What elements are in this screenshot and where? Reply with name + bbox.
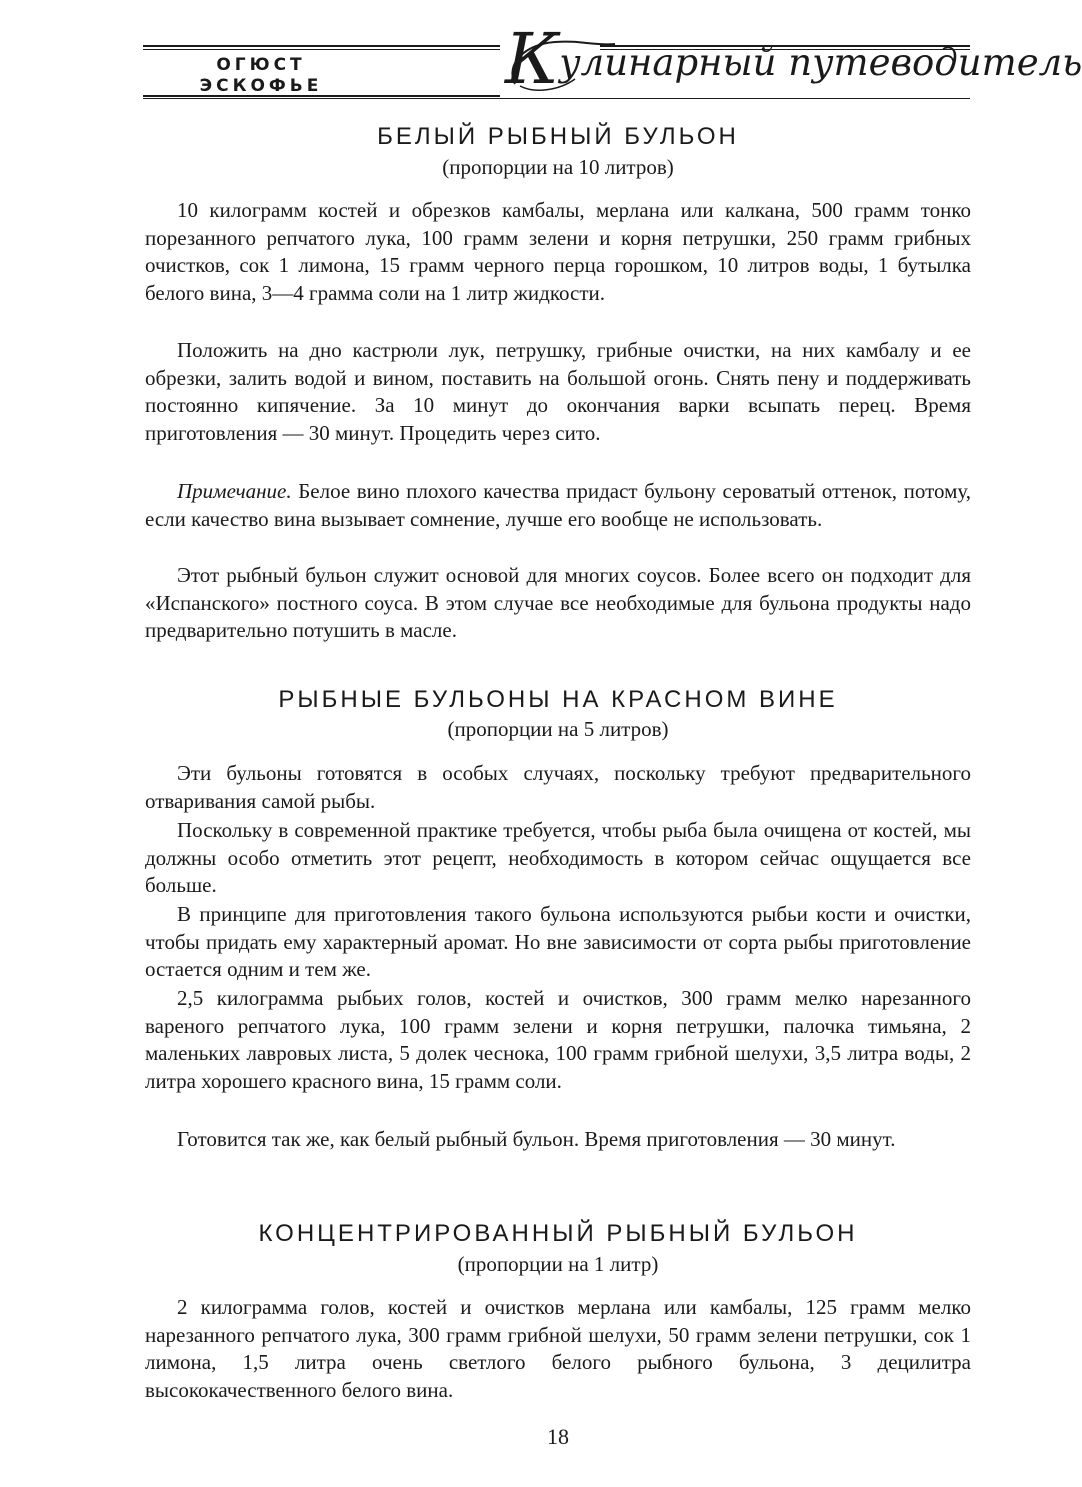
running-header	[0, 0, 1082, 110]
section-subtitle: (пропорции на 1 литр)	[457, 1252, 659, 1276]
section-title: КОНЦЕНТРИРОВАННЫЙ РЫБНЫЙ БУЛЬОН	[258, 1220, 858, 1247]
author-first-name: ОГЮСТ	[216, 55, 306, 75]
paragraph: Положить на дно кастрюли лук, петрушку, грибные очистки, на них камбалу и ее обрезки, залить водой и вином, поставить на большой огонь. Снять пену и поддерживать постоянно кипячение. За 10 минут до окончания варки всыпать перец. Время приготовления — 30 минут. Процедить через сито.	[145, 338, 971, 445]
paragraph: Этот рыбный бульон служит основой для многих соусов. Более всего он подходит для «Испанского» постного соуса. В этом случае все необходимые для бульона продукты надо предварительно потушить в масле.	[145, 563, 971, 642]
paragraph: Эти бульоны готовятся в особых случаях, поскольку требуют предварительного отваривания самой рыбы.	[145, 761, 971, 813]
section-subtitle: (пропорции на 5 литров)	[447, 717, 669, 741]
author-last-name: ЭСКОФЬЕ	[199, 76, 323, 96]
series-title-rest: улинарный путеводитель	[559, 41, 1082, 84]
series-title	[505, 18, 1082, 102]
note-label: Примечание.	[177, 479, 292, 503]
note-text: Белое вино плохого качества придаст бульону сероватый оттенок, потому, если качество вина вызывает сомнение, лучше его вообще не использовать.	[145, 479, 972, 531]
paragraph: 2,5 килограмма рыбьих голов, костей и очистков, 300 грамм мелко нарезанного вареного репчатого лука, 100 грамм зелени и корня петрушки, палочка тимьяна, 2 маленьких лавровых листа, 5 долек чеснока, 100 грамм грибной шелухи, 3,5 литра воды, 2 литра хорошего красного вина, 15 грамм соли.	[145, 986, 971, 1093]
series-title-initial: К	[505, 18, 560, 100]
paragraph: Поскольку в современной практике требуется, чтобы рыба была очищена от костей, мы должны особо отметить этот рецепт, необходимость в котором сейчас ощущается все больше.	[145, 818, 971, 897]
paragraph: В принципе для приготовления такого бульона используются рыбьи кости и очистки, чтобы придать ему характерный аромат. Но вне зависимости от сорта рыбы приготовление остается одним и тем же.	[145, 902, 971, 981]
paragraph: 2 килограмма голов, костей и очистков мерлана или камбалы, 125 грамм мелко нарезанного репчатого лука, 300 грамм грибной шелухи, 50 грамм зелени петрушки, сок 1 лимона, 1,5 литра очень светлого белого рыбного бульона, 3 децилитра высококачественного белого вина.	[145, 1295, 971, 1402]
paragraph: Готовится так же, как белый рыбный бульон. Время приготовления — 30 минут.	[177, 1127, 896, 1151]
page-number: 18	[547, 1424, 569, 1449]
section-title: РЫБНЫЕ БУЛЬОНЫ НА КРАСНОМ ВИНЕ	[278, 686, 838, 713]
section-subtitle: (пропорции на 10 литров)	[442, 155, 674, 179]
paragraph: 10 килограмм костей и обрезков камбалы, мерлана или калкана, 500 грамм тонко порезанного репчатого лука, 100 грамм зелени и корня петрушки, 250 грамм грибных очистков, сок 1 лимона, 15 грамм черного перца горошком, 10 литров воды, 1 бутылка белого вина, 3—4 грамма соли на 1 литр жидкости.	[145, 198, 971, 305]
header-rule	[143, 49, 500, 50]
header-rule	[143, 45, 500, 47]
note-paragraph	[145, 478, 971, 533]
section-title: БЕЛЫЙ РЫБНЫЙ БУЛЬОН	[377, 123, 739, 150]
